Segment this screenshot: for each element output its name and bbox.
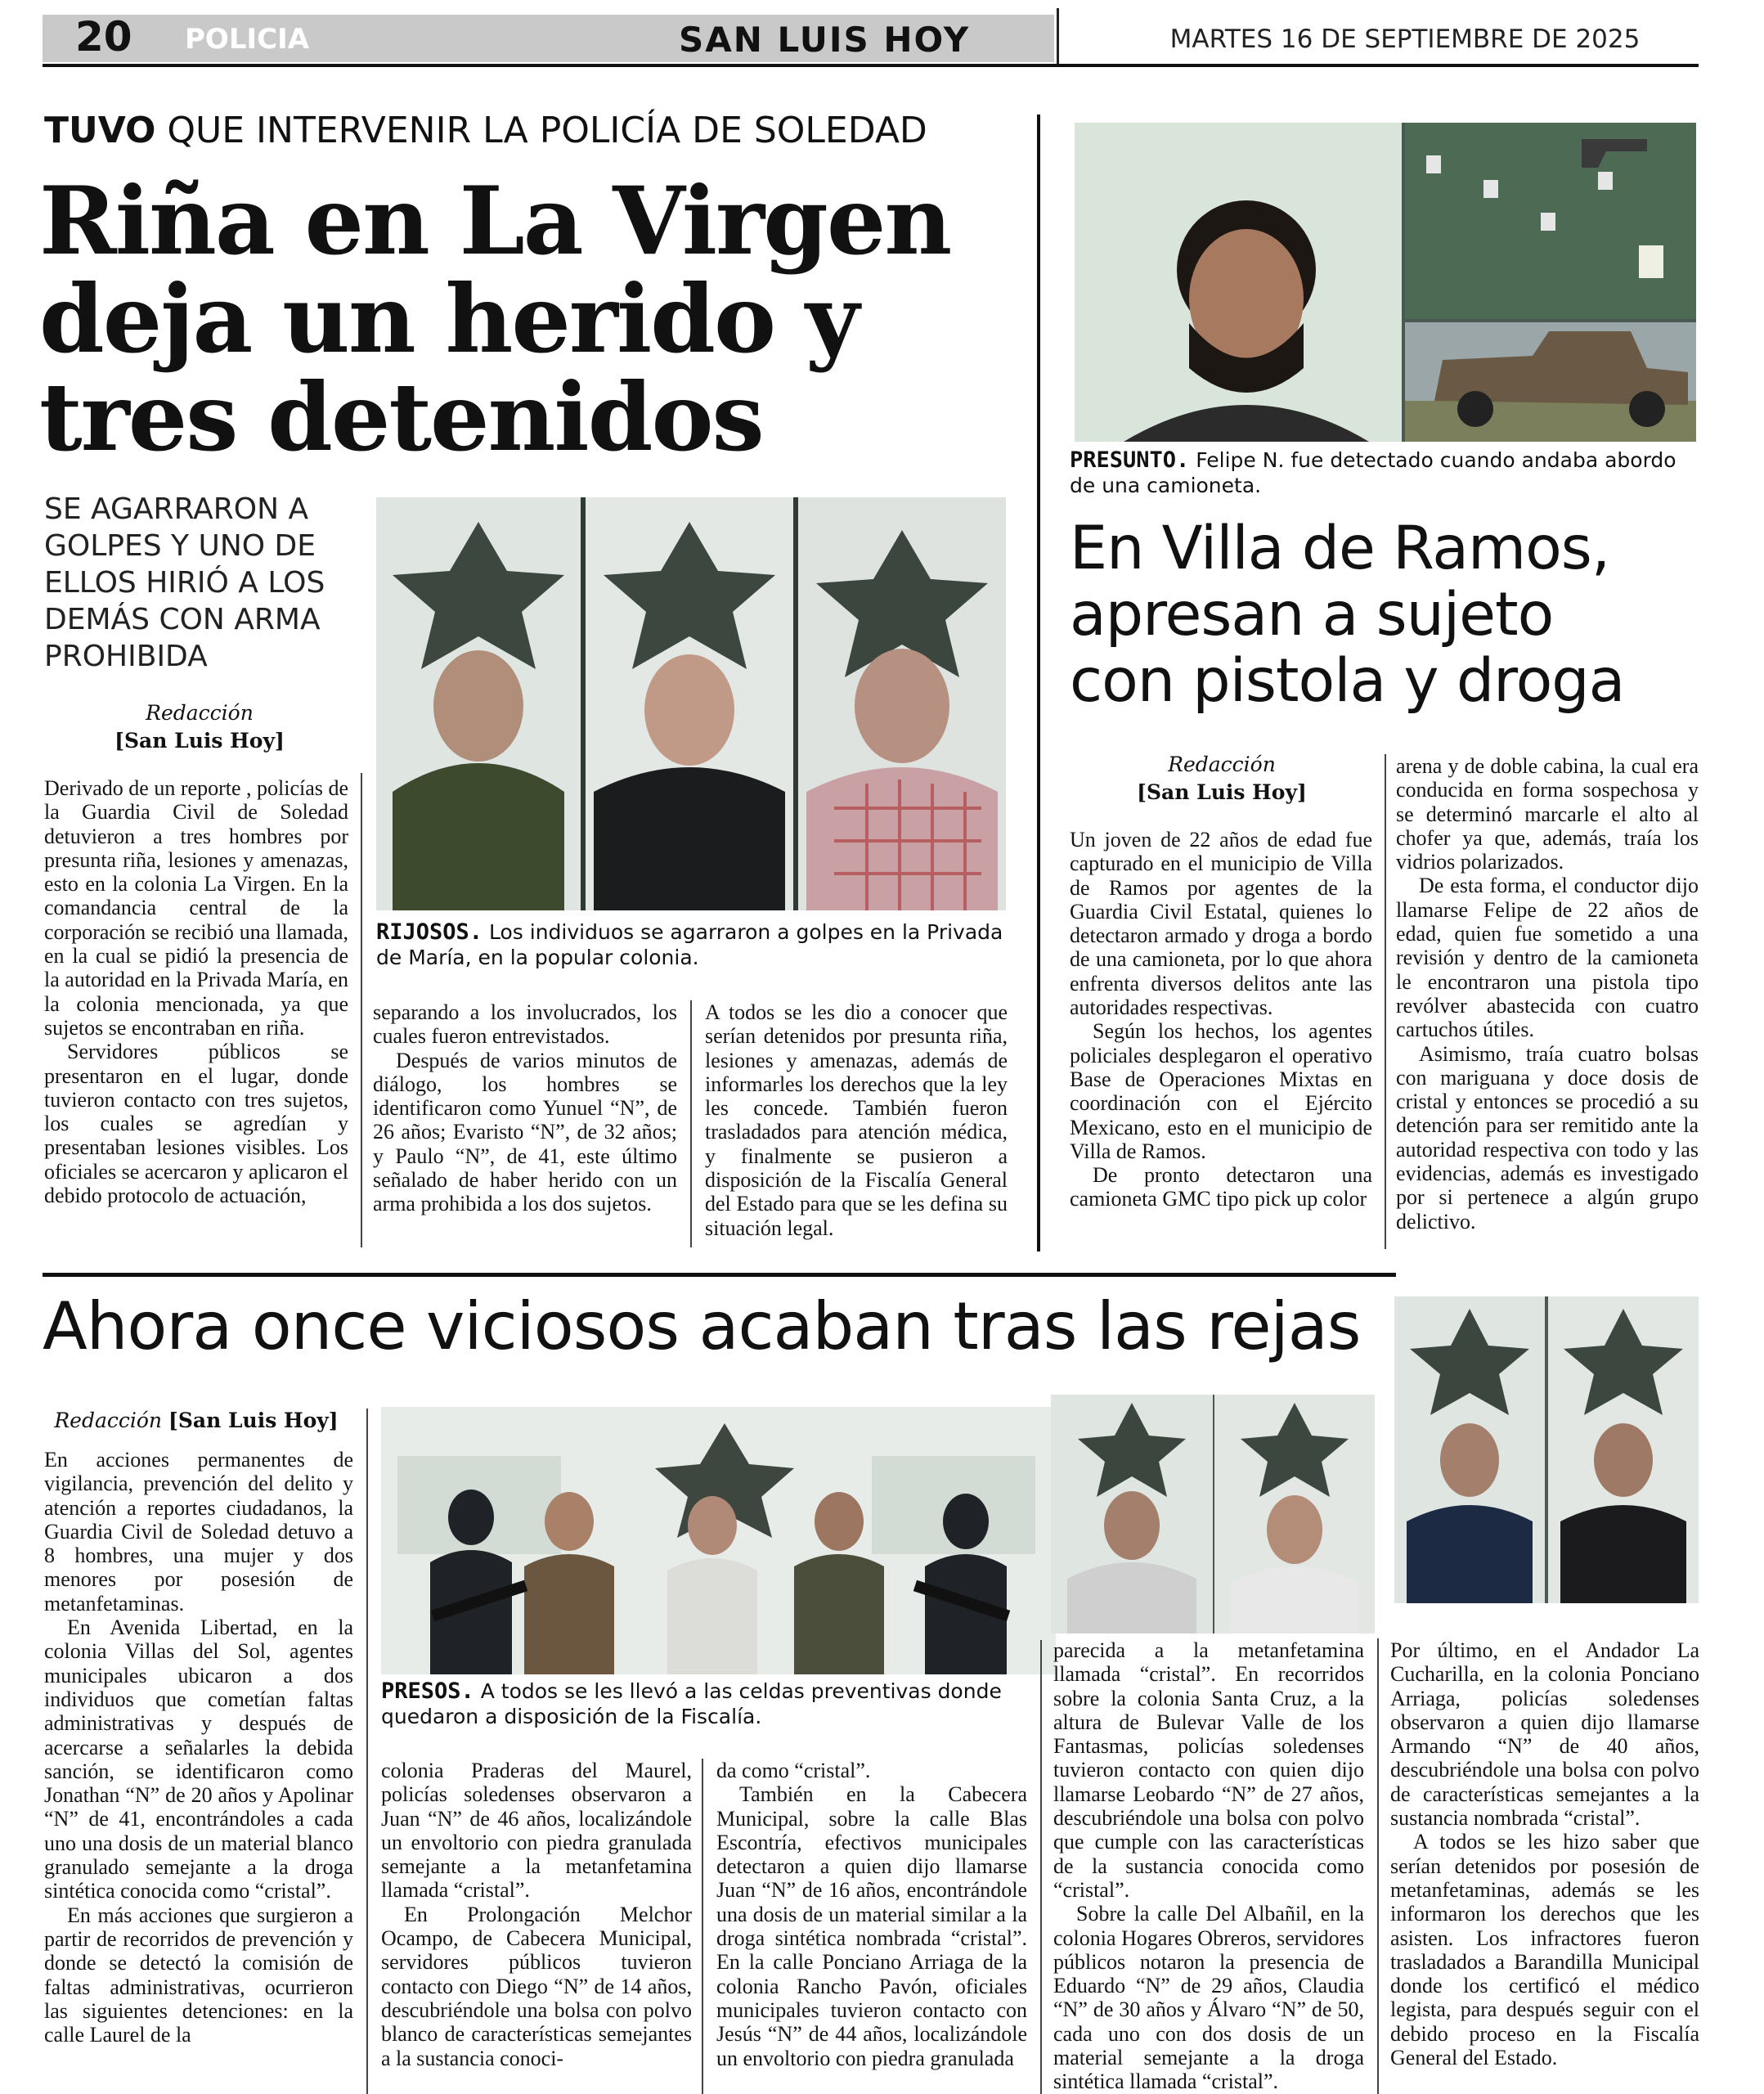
- deck-line: DEMÁS CON ARMA: [44, 603, 321, 636]
- paragraph: colonia Praderas del Maurel, policías soledenses observaron a Juan “N” de 46 años, localizándole un envoltorio con piedra granulada semejante a la metanfetamina llamada “cristal”.: [381, 1759, 692, 1903]
- article3-photo-caption: PRESOS. A todos se les llevó a las celdas preventivas donde quedaron a disposición de la Fiscalía.: [381, 1678, 1002, 1728]
- paragraph: Un joven de 22 años de edad fue capturado en el municipio de Villa de Ramos por agentes de la Guardia Civil Estatal, quienes lo detectaron armado y droga a bordo de una camioneta, por lo que ahora enfrenta diversos delitos ante las autoridades respectivas.: [1070, 828, 1372, 1020]
- article1-column-2: [373, 1000, 677, 1216]
- paragraph: Asimismo, traía cuatro bolsas con mariguana y doce dosis de cristal y entonces se procedió a su detención para ser remitido ante la autoridad respectiva con todo y las evidencias, además es investigado por si pertenece a algún grupo delictivo.: [1396, 1041, 1699, 1233]
- article1-byline: [44, 699, 355, 755]
- article1-column-3: [705, 1000, 1008, 1240]
- paragraph: En acciones permanentes de vigilancia, prevención del delito y atención a reportes ciudadanos, la Guardia Civil de Soledad detuvo a 8 hombres, una mujer y dos menores por posesión de metanfetaminas.: [44, 1448, 353, 1615]
- header-divider: [1057, 8, 1059, 65]
- deck-line: GOLPES Y UNO DE: [44, 529, 316, 563]
- headline-line: En Villa de Ramos,: [1070, 514, 1610, 583]
- two-men-photo-graphic-2: [1394, 1296, 1699, 1603]
- column-divider: [702, 1759, 703, 2094]
- paragraph: En Prolongación Melchor Ocampo, de Cabecera Municipal, servidores públicos tuvieron contacto con Diego “N” de 14 años, descubriéndole una bolsa con polvo blanco de características semejantes a la sustancia conoci-: [381, 1902, 692, 2070]
- issue-date: MARTES 16 DE SEPTIEMBRE DE 2025: [1169, 25, 1641, 54]
- article-divider: [1037, 115, 1040, 1251]
- column-divider: [690, 1000, 692, 1247]
- byline-author: Redacción: [1168, 753, 1276, 776]
- byline-outlet: [San Luis Hoy]: [168, 1409, 339, 1432]
- headline-line: Riña en La Virgen: [39, 166, 951, 276]
- article2-headline: [1070, 515, 1708, 714]
- headline-line: deja un herido y: [39, 264, 858, 374]
- article3-column-2: [381, 1759, 692, 2070]
- deck-line: SE AGARRARON A: [44, 492, 309, 526]
- section-label: POLICIA: [185, 23, 310, 56]
- byline-outlet: [San Luis Hoy]: [1137, 780, 1307, 804]
- column-divider: [1385, 754, 1386, 1249]
- group-photo-graphic: [381, 1407, 1056, 1674]
- article2-column-2: [1396, 754, 1699, 1233]
- column-divider: [366, 1409, 368, 2094]
- paragraph: Derivado de un reporte , policías de la Guardia Civil de Soledad detuvieron a tres hombres por presunta riña, lesiones y amenazas, esto en la colonia La Virgen. En la comandancia central de la corporación se recibió una llamada, en la cual se pidió la presencia de la autoridad en la Privada María, en la colonia mencionada, ya que sujetos se encontraban en riña.: [44, 776, 348, 1040]
- article1-deck: [44, 491, 363, 675]
- two-men-photo-graphic: [1051, 1395, 1375, 1633]
- article1-photo-caption: RIJOSOS. Los individuos se agarraron a golpes en la Privada de María, en la popular colonia.: [376, 919, 1003, 969]
- paragraph: En más acciones que surgieron a partir de recorridos de prevención y donde se detectó la comisión de faltas administrativas, ocurrieron las siguientes detenciones: en la calle Laurel de la: [44, 1903, 353, 2047]
- article1-photo: [376, 497, 1006, 910]
- headline-line: tres detenidos: [39, 362, 763, 472]
- section-rule: [43, 1273, 1396, 1277]
- byline-outlet: [San Luis Hoy]: [114, 729, 285, 753]
- paragraph: A todos se les dio a conocer que serían detenidos por presunta riña, lesiones y amenazas, además de informarles los derechos que la ley les concede. También fueron trasladados para atención médica, y finalmente se pusieron a disposición de la Fiscalía General del Estado para que se les defina su situación legal.: [705, 1000, 1008, 1240]
- article3-column-3: [716, 1759, 1027, 2070]
- deck-line: ELLOS HIRIÓ A LOS: [44, 566, 325, 600]
- column-divider: [1377, 1638, 1379, 2094]
- paragraph: separando a los involucrados, los cuales fueron entrevistados.: [373, 1000, 677, 1049]
- article3-photo-two-men: [1051, 1395, 1375, 1633]
- newspaper-name: SAN LUIS HOY: [679, 20, 971, 60]
- paragraph: De pronto detectaron una camioneta GMC tipo pick up color: [1070, 1163, 1372, 1211]
- paragraph: parecida a la metanfetamina llamada “cristal”. En recorridos sobre la colonia Santa Cruz, a la altura de Bulevar Valle de los Fantasmas, policías soledenses tuvieron contacto con quien dijo llamarse Leobardo “N” de 27 años, descubriéndole una bolsa con polvo que cumple con las características de la sustancia conocida como “cristal”.: [1053, 1638, 1364, 1902]
- page-number: 20: [75, 13, 132, 61]
- byline-author: Redacción: [54, 1409, 163, 1432]
- headline-line: con pistola y droga: [1070, 646, 1625, 716]
- byline-author: Redacción: [146, 701, 254, 725]
- suspect-photo-graphic: [1075, 123, 1696, 442]
- paragraph: Sobre la calle Del Albañil, en la colonia Hogares Obreros, servidores públicos notaron la presencia de Eduardo “N” de 29 años, Claudia “N” de 30 años y Álvaro “N” de 50, cada uno con dos dosis de un material semejante a la droga sintética llamada “cristal”.: [1053, 1902, 1364, 2094]
- article3-photo-two-men-2: [1394, 1296, 1699, 1603]
- article2-photo-caption: PRESUNTO. Felipe N. fue detectado cuando andaba abordo de una camioneta.: [1070, 447, 1676, 497]
- article3-column-1: [44, 1448, 353, 2047]
- detainees-photo-graphic: [376, 497, 1006, 910]
- article2-column-1: [1070, 828, 1372, 1211]
- paragraph: A todos se les hizo saber que serían detenidos por posesión de metanfetaminas, además se les informaron los derechos que les asisten. Los infractores fueron trasladados a Barandilla Municipal donde los certificó el médico legista, para después seguir con el debido proceso en la Fiscalía General del Estado.: [1390, 1830, 1699, 2070]
- article2-photo: [1075, 123, 1696, 442]
- article3-headline: Ahora once viciosos acaban tras las rejas: [43, 1288, 1361, 1364]
- paragraph: De esta forma, el conductor dijo llamarse Felipe de 22 años de edad, quien fue sometido a una revisión y dentro de la camioneta le encontraron una pistola tipo revólver abastecida con cuatro cartuchos útiles.: [1396, 874, 1699, 1042]
- article1-headline: [39, 166, 1021, 472]
- paragraph: Servidores públicos se presentaron en el lugar, donde tuvieron contacto con tres sujetos, los cuales se agredían y presentaban lesiones visibles. Los oficiales se acercaron y aplicaron el debido protocolo de actuación,: [44, 1040, 348, 1208]
- paragraph: Según los hechos, los agentes policiales desplegaron el operativo Base de Operaciones Mixtas en coordinación con el Ejército Mexicano, esto en el municipio de Villa de Ramos.: [1070, 1019, 1372, 1163]
- article3-group-photo: [381, 1407, 1056, 1674]
- column-divider: [361, 773, 362, 1247]
- deck-line: PROHIBIDA: [44, 640, 208, 673]
- headline-line: apresan a sujeto: [1070, 580, 1554, 649]
- column-divider: [1040, 1640, 1042, 2094]
- article3-column-5: [1390, 1638, 1699, 2069]
- paragraph: Después de varios minutos de diálogo, los hombres se identificaron como Yunuel “N”, de 26 años; Evaristo “N”, de 32 años; y Paulo “N”, de 41, este último señalado de haber herido con un arma prohibida a los dos sujetos.: [373, 1048, 677, 1216]
- paragraph: En Avenida Libertad, en la colonia Villas del Sol, agentes municipales ubicaron a dos individuos que cometían faltas administrativas y después de acercarse a señalarles la debida sanción, se identificaron como Jonathan “N” de 20 años y Apolinar “N” de 41, encontrándoles a cada uno una dosis de un material blanco granulado semejante a la droga sintética conocida como “cristal”.: [44, 1615, 353, 1903]
- paragraph: da como “cristal”.: [716, 1759, 871, 1782]
- article3-byline: [44, 1407, 348, 1435]
- article2-byline: [1070, 751, 1374, 807]
- paragraph: Por último, en el Andador La Cucharilla, en la colonia Ponciano Arriaga, policías soledenses observaron a quien dijo llamarse Armando “N” de 40 años, descubriéndole una bolsa con polvo de características semejantes a la sustancia nombrada “cristal”.: [1390, 1638, 1699, 1831]
- header-rule: [43, 64, 1699, 67]
- article1-column-1: [44, 776, 348, 1207]
- paragraph: arena y de doble cabina, la cual era conducida en forma sospechosa y se determinó marcarle el alto al chofer ya que, además, traía los vidrios polarizados.: [1396, 754, 1699, 874]
- article1-kicker: TUVO QUE INTERVENIR LA POLICÍA DE SOLEDAD: [44, 110, 927, 151]
- article3-column-4: [1053, 1638, 1364, 2094]
- paragraph: También en la Cabecera Municipal, sobre la calle Blas Escontría, efectivos municipales detectaron a quien dijo llamarse Juan “N” de 16 años, encontrándole una dosis de un material similar a la droga sintética nombrada “cristal”. En la calle Ponciano Arriaga de la colonia Rancho Pavón, oficiales municipales tuvieron contacto con Jesús “N” de 44 años, localizándole un envoltorio con piedra granulada: [716, 1782, 1027, 2070]
